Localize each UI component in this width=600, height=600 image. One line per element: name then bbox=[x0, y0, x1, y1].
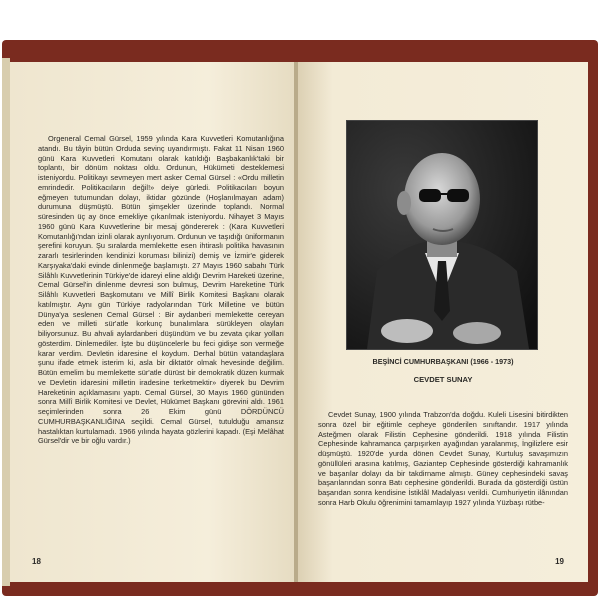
left-page-text bbox=[38, 134, 284, 446]
right-page-paragraph: Cevdet Sunay, 1900 yılında Trabzon'da doğdu. Kuleli Lisesini bitirdikten sonra özel bir eğitimle cepheye gönderilen sınıftandır. 1917 yılında Asteğmen olarak Filistin Cephesine gönderildi. 1918 yılında Filistin Cephesinde kahramanca çarpışırken ayağından yaralanmış, İngilizlere esir düşmüştü. 1920'de yurda dönen Cevdet Sunay, Kurtuluş savaşımızın gönüllüleri arasına katılmış, Gaziantep Cephesinde gösterdiği kahramanlık ve başarılar dolayı da bir takdirname almıştı. Güney cephesindeki savaş başarılarından sonra Batı cephesine gönderildi. Burada da gösterdiği üstün başarıdan sonra kendisine İstiklâl Madalyası verildi. Cumhuriyetin ilânından sonra Harb Okulu öğrenimini tamamlayıp 1927 yılında Yüzbaşı rütbe- bbox=[318, 410, 568, 507]
book-spread bbox=[2, 40, 598, 596]
right-page-text bbox=[318, 410, 568, 508]
left-page bbox=[10, 62, 294, 582]
page-edges bbox=[2, 58, 10, 586]
portrait-caption-name: CEVDET SUNAY bbox=[413, 375, 473, 384]
right-page bbox=[298, 62, 588, 582]
left-page-paragraph: Orgeneral Cemal Gürsel, 1959 yılında Kara Kuvvetleri Komutanlığına atandı. Bu tâyin bütün Orduda sevinç uyandırmıştı. Fakat 11 Nisan 1960 günü Kara Kuvvetleri Komutanı olarak katıldığı Başbakanlık'taki bir toplantı, bir dönüm noktası oldu. Ordunun, Hükümeti desteklemesi isteniyordu. Politikayı sevmeyen mert asker Cemal Gürsel : «Ordu milletin emrindedir. Politikacıların değil!» deiye gürledi. Politikacıları boyun eğmeyen tutumundan dolayı, iktidar gözünde (Hoşlanılmayan adam) durumuna düşmüştü. Bütün şimşekler üzerinde toplandı. Normal süresinden üç ay önce emekliye çıkarılmak isteniyordu. Nihayet 3 Mayıs 1960 günü Kara Kuvvetlerine bir mesaj göndererek : (Kara Kuvvetleri Komutanlığı'ndan izinli olarak ayrılıyorum. Ordunun ve taşıdığı üniformanın şerefini koruyun. Şu sıralarda memlekette esen ihtiraslı politika havasının zararlı tesirlerinden kendinizi koruması bilinizi) demiş ve İzmir'e giderek Karşıyaka'daki evinde dinlenmeğe başlamıştı. 27 Mayıs 1960 sabahı Türk Silâhlı Kuvvetlerinin Türkiye'de idareyi eline aldığı Devrim Hareketi üzerine, Cemal Gürsel'in dinlenme devresi son bulmuş, Devrim Hareketine Türk Silâhlı Kuvvetleri Başkomutanı ve Millî Birlik Komitesi Başkanı olarak katılmıştır. Aynı gün Türkiye radyolarından Türk Milletine ve bütün Dünya'ya seslenen Cemal Gürsel : Bir aydanberi memlekette cereyan eden ve milleti sür'atle korkunç bunalımlara sürükleyen olayları biliyorsunuz. Bu ahvali aylardanberi düşündüm ve bu zevata çıkar yolları gösterdim. Dinlemediler. İşte bu düşüncelerle bu feci gidişe son vermeğe karar verdim. Devletin idaresine el koydum. Derhal bütün vatandaşlara şunu ifade etmek isterim ki, asla bir diktatör olmak hevesinde değilim. Bütün emelim bu memlekette sür'atle dürüst bir demokratik düzen kurmak ve Devletin idaresini milletin iradesine terketmektir» diyerek bu Devrim Hareketinin açıklamasını yaptı. Cemal Gürsel, 30 Mayıs 1960 gününden sonra Millî Birlik Komitesi ve Devlet, Hükümet Başkanı görevini aldı. 1961 seçimlerinden sonra 26 Ekim günü DÖRDÜNCÜ CUMHURBAŞKANLIĞINA seçildi. Cemal Gürsel, tutulduğu amansız hastalıktan kurtulamadı. 1966 yılında hayata gözlerini kapadı. (Eşi Melâhat Gürsel'dir ve bir oğlu vardır.) bbox=[38, 134, 284, 446]
right-page-number: 19 bbox=[555, 557, 564, 566]
left-page-number: 18 bbox=[32, 557, 41, 566]
portrait-photo bbox=[346, 120, 538, 350]
portrait-caption-title: BEŞİNCİ CUMHURBAŞKANI (1966 - 1973) bbox=[372, 357, 514, 366]
portrait-image bbox=[347, 121, 537, 349]
